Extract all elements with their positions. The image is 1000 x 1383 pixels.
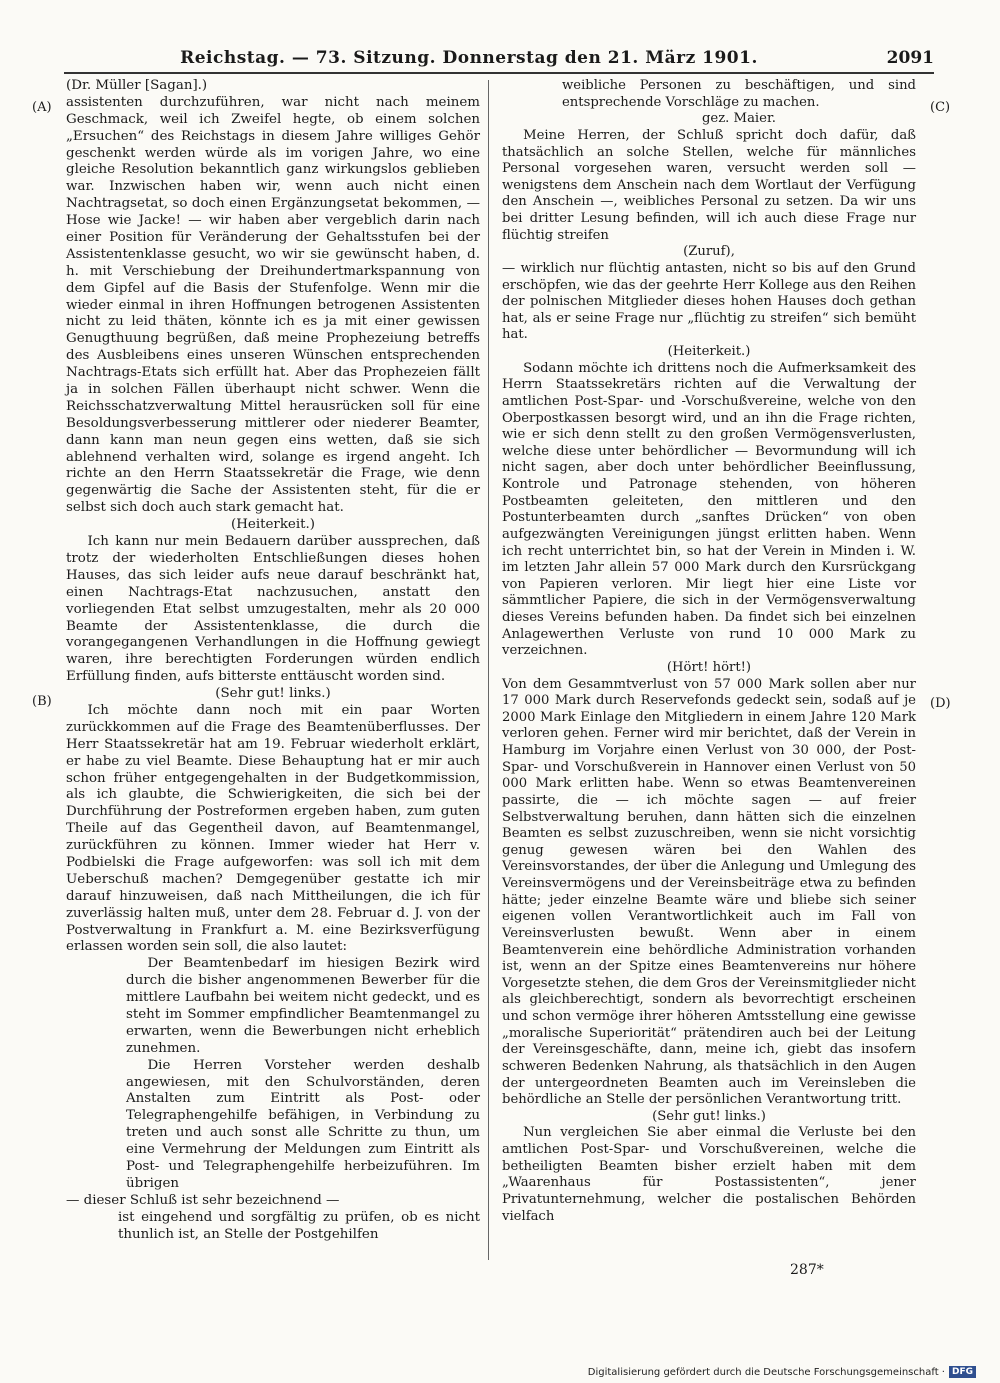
paragraph: Nun vergleichen Sie aber einmal die Verluste bei den amtlichen Post-Spar- und Vorschußvereinen, welche die betheiligten Beamten bisher erzielt haben mit dem „Waarenhaus für Postassistenten“, jener Privatunternehmung, welcher die postalischen Behörden vielfach: [502, 1125, 916, 1224]
margin-marker-c: (C): [930, 100, 951, 115]
interjection: (Heiterkeit.): [667, 344, 751, 359]
paragraph: — wirklich nur flüchtig antasten, nicht so bis auf den Grund erschöpfen, wie das der geehrte Herr Kollege aus den Reihen der polnischen Mitglieder dieses hohen Hauses doch gethan hat, als er seine Frage nur „flüchtig zu streifen“ sich bemüht hat.: [502, 260, 916, 343]
running-title: Reichstag. — 73. Sitzung. Donnerstag den 21. März 1901.: [180, 48, 758, 68]
dfg-logo-icon: DFG: [949, 1366, 976, 1378]
paragraph: Ich möchte dann noch mit ein paar Worten zurückkommen auf die Frage des Beamtenüberflusses. Der Herr Staatssekretär hat am 19. Februar wiederholt erklärt, er habe zu viel Beamte. Diese Behauptung hat er mir auch schon früher entgegengehalten in der Budgetkommission, als ich glaubte, die Schwierigkeiten, die sich bei der Durchführung der Postreformen ergeben haben, zum guten Theile auf das Gegentheil davon, auf Beamtenmangel, zurückführen zu können. Immer wieder hat Herr v. Podbielski die Frage aufgeworfen: was soll ich mit dem Ueberschuß machen? Demgegenüber gestatte ich mir darauf hinzuweisen, daß nach Mittheilungen, die ich für zuverlässig halten muß, unter dem 28. Februar d. J. von der Postverwaltung in Frankfurt a. M. eine Bezirksverfügung erlassen worden sein soll, die also lautet:: [66, 702, 480, 955]
quoted-decree: weibliche Personen zu beschäftigen, und sind entsprechende Vorschläge zu machen.: [562, 78, 916, 110]
paragraph: assistenten durchzuführen, war nicht nach meinem Geschmack, weil ich Zweifel hegte, ob einem solchen „Ersuchen“ des Reichstags in diesem Jahre williges Gehör geschenkt werden würde als im vorigen Jahre, wo eine gleiche Resolution bekanntlich ganz wirkungslos geblieben war. Inzwischen haben wir, wenn auch nicht einen Nachtragsetat, so doch einen Ergänzungsetat bekommen, — Hose wie Jacke! — wir haben aber vergeblich darin nach einer Position für Veränderung der Gehaltsstufen bei der Assistentenklasse gesucht, wo wir sie gewünscht haben, d. h. mit Verschiebung der Dreihundertmarkspannung von dem Gipfel auf die Basis der Stufenfolge. Wenn mir die wieder einmal in ihren Hoffnungen betrogenen Assistenten nicht zu leid thäten, könnte ich es ja mit einer gewissen Genugthuung begrüßen, daß meine Prophezeiung betreffs des Ausbleibens eines unseren Wünschen entsprechenden Nachtrags-Etats sich erfüllt hat. Aber das Prophezeien fällt ja in solchen Fällen überhaupt nicht schwer. Wenn die Reichsschatzverwaltung Mittel herausrücken soll für eine Besoldungsverbesserung mittlerer oder niederer Beamter, dann kann man neun gegen eins wetten, daß sie sich ablehnend verhalten wird, solange es irgend angeht. Ich richte an den Herrn Staatssekretär die Frage, wie denn gegenwärtig die Sache der Assistenten steht, für die er selbst sich doch auch stark gemacht hat.: [66, 94, 480, 516]
quoted-decree: Die Herren Vorsteher werden deshalb angewiesen, mit den Schulvorständen, deren Anstalten zum Eintritt als Post- oder Telegraphengehilfe befähigen, in Verbindung zu treten und auch sonst alle Schritte zu thun, um eine Vermehrung der Meldungen zum Eintritt als Post- und Telegraphengehilfe herbeizuführen. Im übrigen: [126, 1057, 480, 1191]
left-column: [66, 78, 480, 1243]
interjection: (Sehr gut! links.): [652, 1108, 766, 1124]
interjection: (Zuruf),: [683, 244, 735, 260]
paragraph: Meine Herren, der Schluß spricht doch dafür, daß thatsächlich an solche Stellen, welche für männliches Personal vorgesehen waren, versucht werden soll — wenigstens dem Anschein nach dem Wortlaut der Verfügung den Anschein —, weibliches Personal zu setzen. Da wir uns bei dritter Lesung befinden, will ich auch diese Frage nur flüchtig streifen: [502, 127, 916, 243]
running-header: [64, 46, 934, 74]
interjection: (Sehr gut! links.): [215, 686, 331, 702]
interjection: (Heiterkeit.): [231, 517, 315, 533]
signature: gez. Maier.: [701, 111, 776, 127]
margin-marker-b: (B): [32, 694, 52, 709]
dash-remark: — dieser Schluß ist sehr bezeichnend —: [66, 1192, 340, 1208]
paragraph: Ich kann nur mein Bedauern darüber aussprechen, daß trotz der wiederholten Entschließungen dieses hohen Hauses, das sich leider aufs neue darauf beschränkt hat, einen Nachtrags-Etat nachzusuchen, anstatt den vorliegenden Etat selbst umzugestalten, mehr als 20 000 Beamte der Assistentenklasse, die durch die vorangegangenen Verhandlungen in die Hoffnung gewiegt waren, ihre berechtigten Forderungen würden endlich Erfüllung finden, aufs bitterste enttäuscht worden sind.: [66, 534, 480, 685]
margin-marker-a: (A): [32, 100, 52, 115]
paragraph: Sodann möchte ich drittens noch die Aufmerksamkeit des Herrn Staatssekretärs richten auf die Verwaltung der amtlichen Post-Spar- und -Vorschußvereine, welche von den Oberpostkassen besorgt wird, und an ihn die Frage richten, wie er sich denn stellt zu den großen Vermögensverlusten, welche diese unter behördlicher — Bevormundung will ich nicht sagen, aber doch unter behördlicher Beeinflussung, Kontrole und Patronage stehenden, von höheren Postbeamten geleiteten, den mittleren und den Postunterbeamten durch „sanftes Drücken“ von oben aufgezwängten Vereinigungen jüngst erlitten haben. Wenn ich recht unterrichtet bin, so hat der Verein in Minden i. W. im letzten Jahr allein 57 000 Mark durch den Kursrückgang von Papieren verloren. Mir liegt hier eine Liste vor sämmtlicher Papiere, die sich in der Vermögensverwaltung dieses Vereins befunden haben. Da findet sich bei einzelnen Anlagewerthen Verluste von rund 10 000 Mark zu verzeichnen.: [502, 360, 916, 659]
paragraph: Von dem Gesammtverlust von 57 000 Mark sollen aber nur 17 000 Mark durch Reservefonds gedeckt sein, sodaß auf je 2000 Mark Einlage den Mitgliedern in einem Jahre 120 Mark verloren gehen. Ferner wird mir berichtet, daß der Verein in Hamburg im Vorjahre einen Verlust von 30 000, der Post-Spar- und Vorschußverein in Hannover einen Verlust von 50 000 Mark erlitten habe. Wenn so etwas Beamtenvereinen passirte, die — ich möchte sagen — auf freier Selbstverwaltung beruhen, dann hätten sich die einzelnen Beamten es selbst zuzuschreiben, wenn sie nicht vorsichtig genug gewesen wären bei den Wahlen des Vereinsvorstandes, der über die Anlegung und Umlegung des Vereinsvermögens und der Vereinsbeiträge etwa zu befinden hätte; jeder einzelne Beamte wäre und bliebe sich seiner eigenen vollen Verantwortlichkeit auch im Fall von Vereinsverlusten bewußt. Wenn aber in einem Beamtenverein eine behördliche Administration vorhanden ist, wenn an der Spitze eines Beamtenvereins nur höhere Vorgesetzte stehen, die dem Gros der Vereinsmitglieder nicht als gleichberechtigt, sondern als bevorrechtigt erscheinen und schon vermöge ihrer höheren Amtsstellung eine gewisse „moralische Superiorität“ prätendiren auch bei der Leitung der Vereinsgeschäfte, dann, meine ich, giebt das insofern schweren Bedenken Nahrung, als thatsächlich in den Augen der untergeordneten Beamten auch im Vereinsleben die behördliche an Stelle der persönlichen Verantwortung tritt.: [502, 676, 916, 1108]
footer-text: Digitalisierung gefördert durch die Deutsche Forschungsgemeinschaft ·: [587, 1366, 945, 1378]
speaker-label: (Dr. Müller [Sagan].): [66, 78, 208, 93]
right-column: [502, 78, 916, 1225]
quoted-decree: Der Beamtenbedarf im hiesigen Bezirk wird durch die bisher angenommenen Bewerber für die mittlere Laufbahn bei weitem nicht gedeckt, und es steht im Sommer empfindlicher Beamtenmangel zu erwarten, wenn die Bewerbungen nicht erheblich zunehmen.: [126, 956, 480, 1056]
footer: [588, 1366, 976, 1378]
column-divider: [488, 80, 489, 1260]
interjection: (Hört! hört!): [666, 659, 752, 675]
signature-mark: 287*: [790, 1262, 824, 1278]
page-number: 2091: [886, 48, 934, 68]
quoted-decree: ist eingehend und sorgfältig zu prüfen, ob es nicht thunlich ist, an Stelle der Postgehilfen: [118, 1209, 480, 1242]
margin-marker-d: (D): [930, 696, 951, 711]
